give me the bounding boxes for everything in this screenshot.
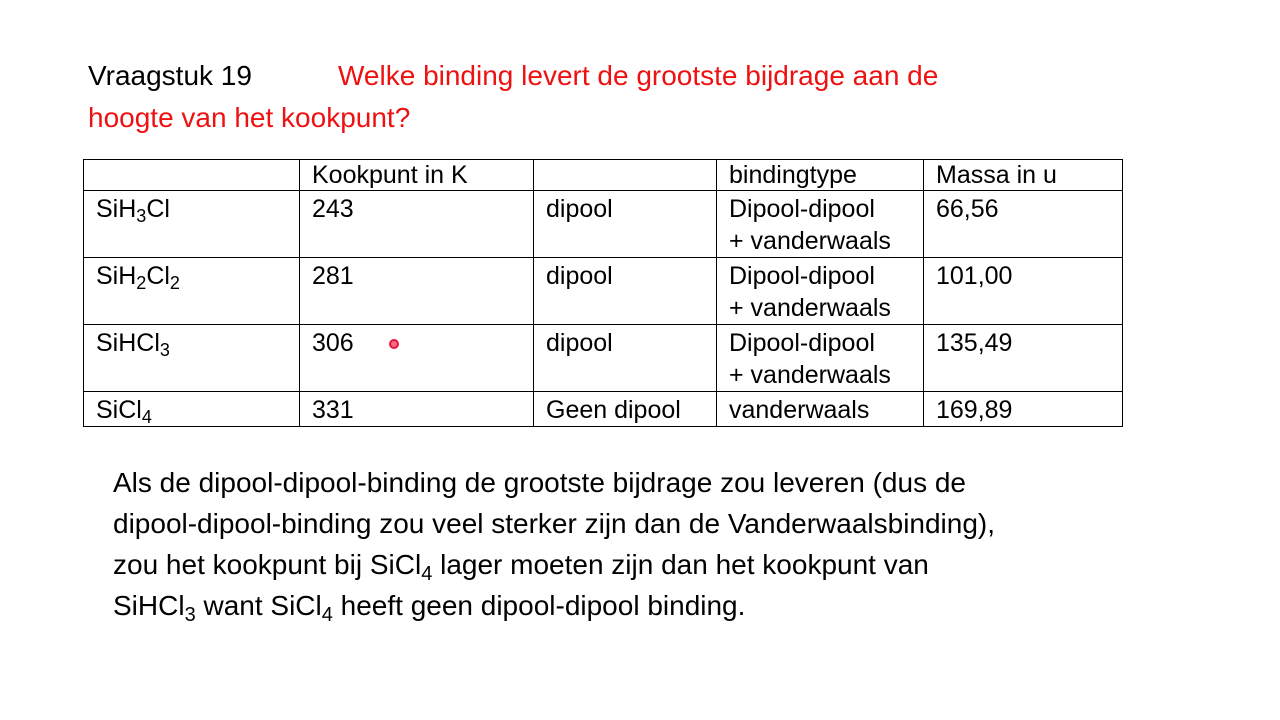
explanation-line: Als de dipool-dipool-binding de grootste bijdrage zou leveren (dus de (113, 467, 967, 498)
polarity-cell: dipool (534, 191, 717, 258)
header-cell-bindingtype: bindingtype (717, 160, 924, 191)
boiling-point-table (83, 159, 1123, 427)
bindingtype-line2: + vanderwaals (729, 294, 891, 322)
text-span: SiHCl (113, 590, 185, 621)
question-text-continued: hoogte van het kookpunt? (88, 102, 411, 133)
mass-cell: 66,56 (924, 191, 1123, 258)
formula-symbol: SiH (96, 195, 137, 223)
table-header-row (84, 160, 1123, 191)
compound-formula (84, 191, 300, 258)
formula-symbol: Cl (146, 195, 170, 223)
subscript: 4 (421, 563, 433, 585)
formula-subscript: 2 (169, 273, 180, 293)
formula-subscript: 3 (159, 340, 170, 360)
boiling-point-cell: 331 (300, 392, 534, 427)
boiling-point-cell: 306 (300, 325, 534, 392)
compound-formula (84, 392, 300, 427)
polarity-cell: Geen dipool (534, 392, 717, 427)
table-row (84, 258, 1123, 325)
boiling-point-cell: 243 (300, 191, 534, 258)
formula-symbol: SiCl (96, 396, 142, 424)
table-row (84, 325, 1123, 392)
subscript: 3 (184, 604, 196, 626)
mass-cell: 101,00 (924, 258, 1123, 325)
formula-subscript: 3 (136, 206, 147, 226)
formula-symbol: SiH (96, 262, 137, 290)
explanation-line: dipool-dipool-binding zou veel sterker zijn dan de Vanderwaalsbinding), (113, 508, 996, 539)
bindingtype-line2: + vanderwaals (729, 227, 891, 255)
bindingtype-cell: vanderwaals (717, 392, 924, 427)
header-cell-massa: Massa in u (924, 160, 1123, 191)
header-cell-kookpunt: Kookpunt in K (300, 160, 534, 191)
mass-cell: 135,49 (924, 325, 1123, 392)
header-cell-compound (84, 160, 300, 191)
polarity-cell: dipool (534, 325, 717, 392)
boiling-point-cell: 281 (300, 258, 534, 325)
bindingtype-line1: Dipool-dipool (729, 262, 875, 290)
header-cell-polarity (534, 160, 717, 191)
heading (88, 58, 938, 94)
text-span: want SiCl (195, 590, 322, 621)
explanation-line (113, 585, 1233, 626)
subscript: 4 (321, 604, 333, 626)
bindingtype-cell (717, 258, 924, 325)
bindingtype-line1: Dipool-dipool (729, 329, 875, 357)
polarity-cell: dipool (534, 258, 717, 325)
formula-subscript: 4 (141, 407, 152, 427)
formula-symbol: Cl (146, 262, 170, 290)
text-span: lager moeten zijn dan het kookpunt van (432, 549, 929, 580)
compound-formula (84, 325, 300, 392)
bindingtype-line2: + vanderwaals (729, 361, 891, 389)
table-row (84, 191, 1123, 258)
question-number: Vraagstuk 19 (88, 60, 252, 91)
question-text: Welke binding levert de grootste bijdrage aan de (338, 60, 939, 91)
explanation-text (113, 462, 1233, 626)
text-span: heeft geen dipool-dipool binding. (332, 590, 746, 621)
bindingtype-line1: Dipool-dipool (729, 195, 875, 223)
formula-symbol: SiHCl (96, 329, 160, 357)
explanation-line (113, 544, 1233, 585)
compound-formula (84, 258, 300, 325)
bindingtype-cell (717, 325, 924, 392)
bindingtype-cell (717, 191, 924, 258)
text-span: zou het kookpunt bij SiCl (113, 549, 422, 580)
table-row (84, 392, 1123, 427)
laser-pointer-dot (389, 339, 399, 349)
formula-subscript: 2 (136, 273, 147, 293)
mass-cell: 169,89 (924, 392, 1123, 427)
